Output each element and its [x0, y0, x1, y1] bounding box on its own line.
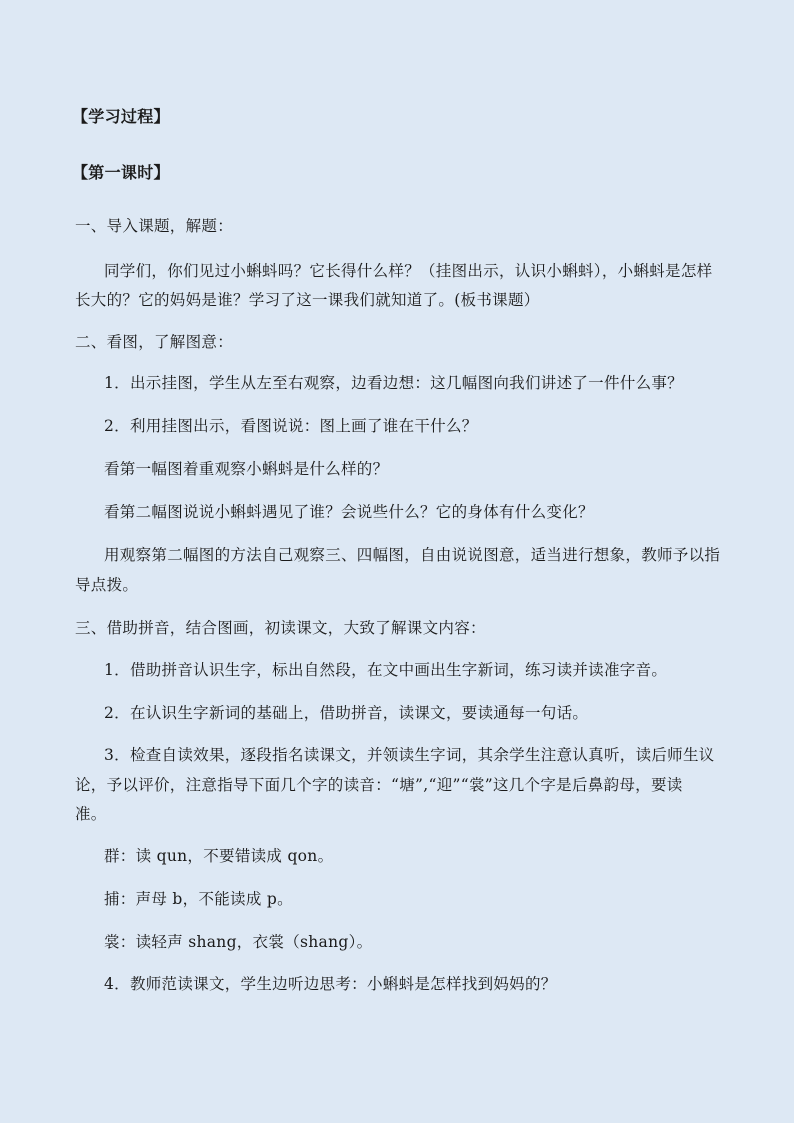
heading-first-lesson: 【第一课时】: [72, 163, 170, 182]
pronunciation-shang: 裳：读轻声 shang，衣裳（shang）。: [104, 933, 373, 951]
section-3-item-3-line-2: 论，予以评价，注意指导下面几个字的读音：“塘”,“迎”“裳”这几个字是后鼻韵母，要读: [75, 776, 683, 794]
section-3-title: 三、借助拼音，结合图画，初读课文，大致了解课文内容：: [75, 619, 486, 637]
section-1-title: 一、导入课题，解题：: [75, 217, 234, 235]
section-1-paragraph-line-2: 长大的？它的妈妈是谁？学习了这一课我们就知道了。(板书课题）: [75, 291, 540, 309]
section-2-title: 二、看图，了解图意：: [75, 333, 234, 351]
section-1-paragraph-line-1: 同学们，你们见过小蝌蚪吗？它长得什么样？（挂图出示，认识小蝌蚪），小蝌蚪是怎样: [104, 262, 713, 280]
section-3-item-1: 1．借助拼音认识生字，标出自然段，在文中画出生字新词，练习读并读准字音。: [104, 661, 668, 679]
section-2-item-2: 2．利用挂图出示，看图说说：图上画了谁在干什么？: [104, 417, 478, 435]
section-2-paragraph-2: 看第二幅图说说小蝌蚪遇见了谁？会说些什么？它的身体有什么变化？: [104, 503, 594, 521]
pronunciation-qun: 群：读 qun，不要错读成 qon。: [104, 847, 334, 865]
section-3-item-2: 2．在认识生字新词的基础上，借助拼音，读课文，要读通每一句话。: [104, 704, 589, 722]
section-3-item-4: 4．教师范读课文，学生边听边思考：小蝌蚪是怎样找到妈妈的？: [104, 975, 557, 993]
section-2-item-1: 1．出示挂图，学生从左至右观察，边看边想：这几幅图向我们讲述了一件什么事？: [104, 374, 683, 392]
section-3-item-3-line-3: 准。: [75, 805, 107, 823]
heading-learning-process: 【学习过程】: [72, 107, 170, 126]
pronunciation-bu: 捕：声母 b，不能读成 p。: [104, 890, 293, 908]
section-3-item-3-line-1: 3．检查自读效果，逐段指名读课文，并领读生字词，其余学生注意认真听，读后师生议: [104, 746, 715, 764]
section-2-paragraph-3-line-1: 用观察第二幅图的方法自己观察三、四幅图，自由说说图意，适当进行想象，教师予以指: [104, 546, 721, 564]
section-2-paragraph-3-line-2: 导点拨。: [75, 576, 139, 594]
section-2-paragraph-1: 看第一幅图着重观察小蝌蚪是什么样的？: [104, 460, 389, 478]
